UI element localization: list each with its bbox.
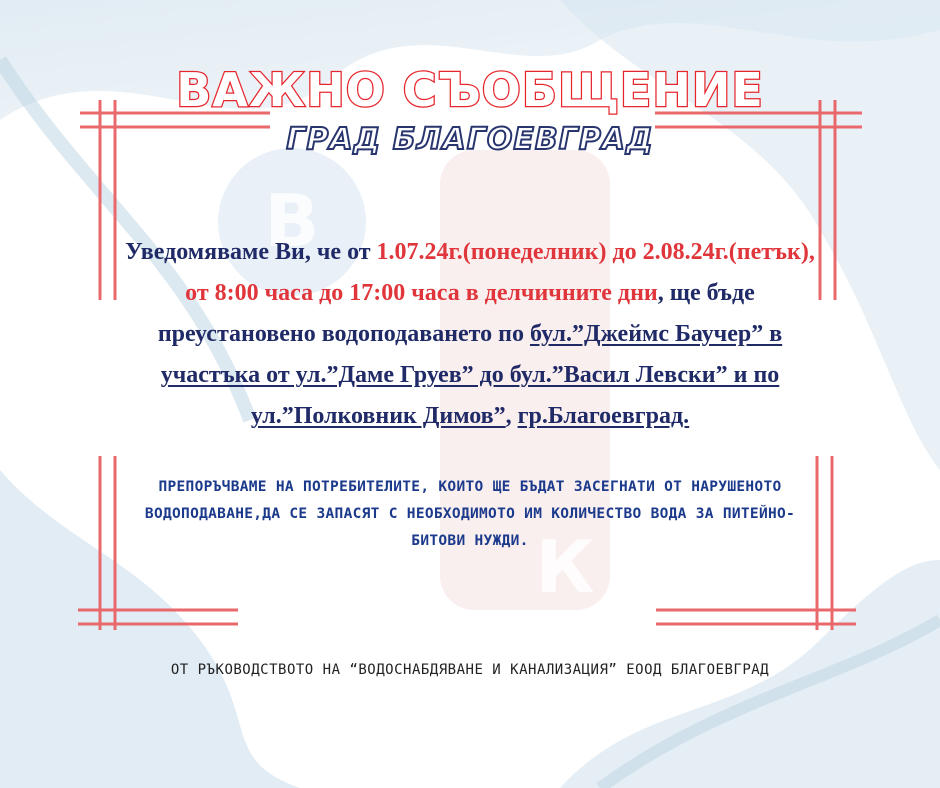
footer-signature: ОТ РЪКОВОДСТВОТО НА “ВОДОСНАБДЯВАНЕ И КАНАЛИЗАЦИЯ” ЕООД БЛАГОЕВГРАД xyxy=(170,662,770,678)
watermark-letter-1: В xyxy=(264,179,320,263)
notice-mid: , ще бъде преустановено водоподаването по xyxy=(157,280,755,347)
page-subtitle: ГРАД БЛАГОЕВГРАД xyxy=(286,122,654,157)
notice-dates: 1.07.24г.(понеделник) до 2.08.24г.(петък), от 8:00 часа до 17:00 часа в делчичните дни xyxy=(185,239,815,306)
notice-separator: , xyxy=(505,403,518,429)
advice-text: ПРЕПОРЪЧВАМЕ НА ПОТРЕБИТЕЛИТЕ, КОИТО ЩЕ БЪДАТ ЗАСЕГНАТИ ОТ НАРУШЕНОТО ВОДОПОДАВАНЕ,ДА СЕ ЗАПАСЯТ С НЕОБХОДИМОТО ИМ КОЛИЧЕСТВО ВОДА ЗА ПИТЕЙНО-БИТОВИ НУЖДИ. xyxy=(144,479,796,549)
watermark-letter-2: К xyxy=(535,525,595,609)
notice-paragraph xyxy=(120,232,820,437)
notice-intro: Уведомяваме Ви, че от xyxy=(125,239,377,265)
page-title: ВАЖНО СЪОБЩЕНИЕ xyxy=(176,63,764,117)
notice-city: гр.Благоевград. xyxy=(517,403,690,429)
notice-streets: бул.”Джеймс Баучер” в участъка от ул.”Даме Груев” до бул.”Васил Левски” и по ул.”Полковник Димов” xyxy=(160,321,783,429)
